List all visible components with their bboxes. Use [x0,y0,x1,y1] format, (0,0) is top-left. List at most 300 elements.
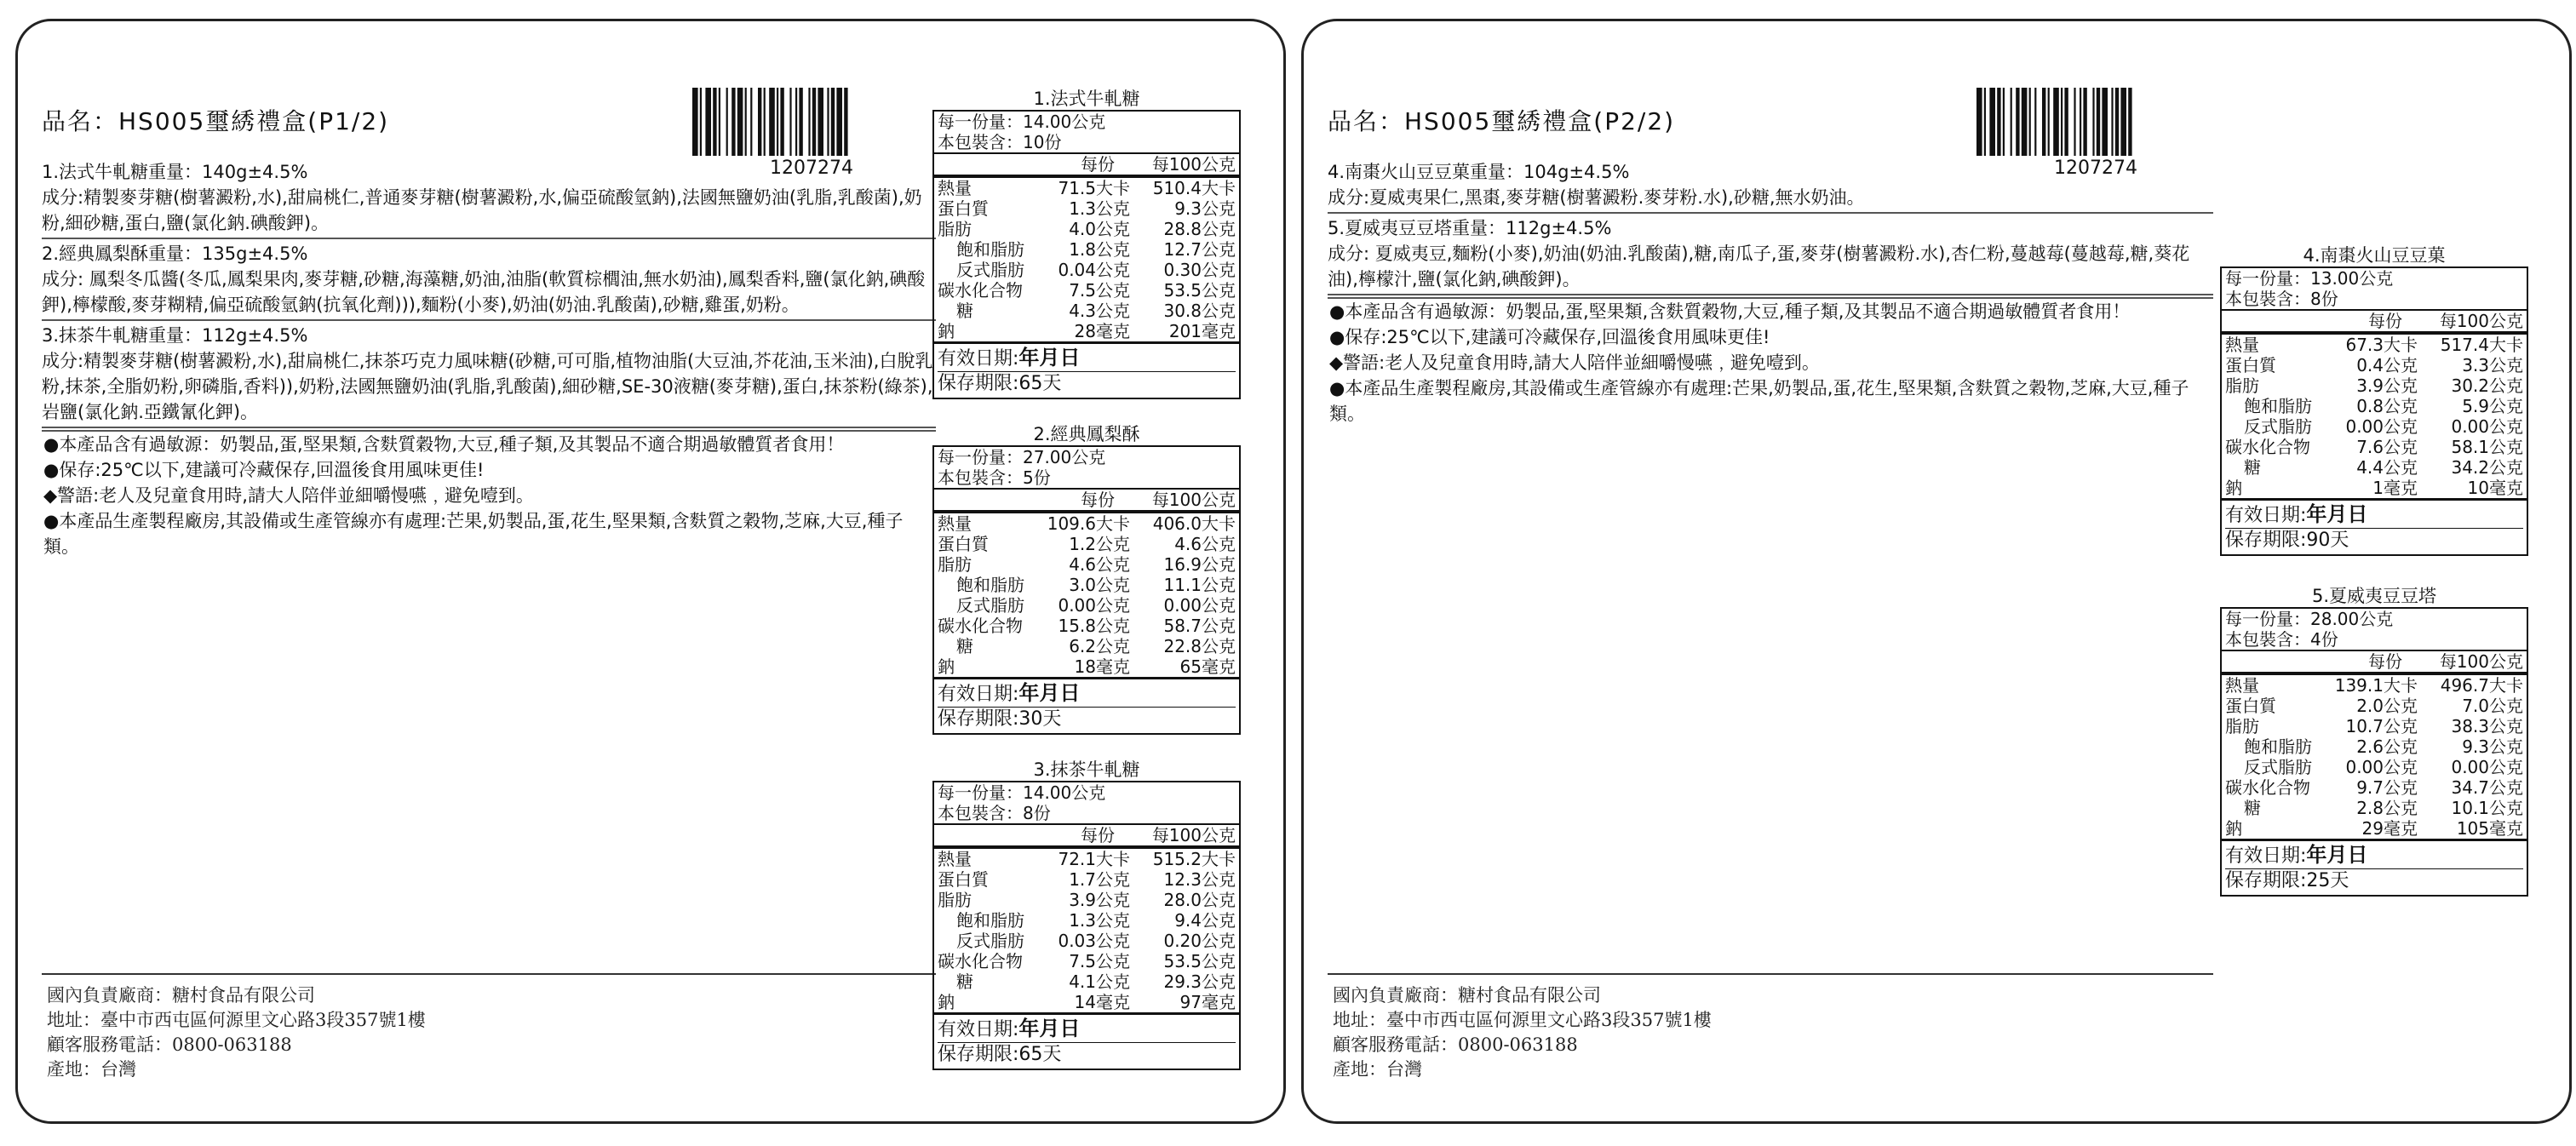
expiry-block [934,1015,1239,1069]
nutrient-row [934,321,1239,343]
barcode-bar [795,88,797,156]
product-title: 2.經典鳳梨酥重量：135g±4.5% [42,244,308,264]
nutrient-per-serving: 7.5公克 [1069,951,1130,971]
servings-per-package: 本包裝含：5份 [934,467,1239,490]
nutrient-per-serving: 15.8公克 [1058,616,1130,636]
shelf-life: 保存期限:30天 [938,707,1236,731]
barcode-bar [2102,88,2108,156]
manufacturer-name: 國內負責廠商：糖村食品有限公司 [1333,985,1601,1006]
barcode-bar [799,88,802,156]
nutrient-per-100g: 10.1公克 [2451,798,2523,818]
nutrient-name: 鈉 [2222,478,2327,500]
nutrient-name: 糖 [956,301,973,321]
barcode-bar [812,88,816,156]
product-name: 品名：HS005璽綉禮盒(P1/2) [42,107,390,135]
shelf-life: 保存期限:25天 [2225,868,2523,893]
nutrient-per-100g: 406.0大卡 [1152,513,1236,534]
nutrient-per-100g: 515.2大卡 [1152,849,1236,869]
nutrient-row [934,239,1239,260]
nutrient-name: 脂肪 [938,890,972,910]
nutrient-per-serving: 4.0公克 [1069,219,1130,239]
barcode-bar [1976,88,1982,156]
product-ingredients: 成分:夏威夷果仁,黑棗,麥芽糖(樹薯澱粉.麥芽粉.水),砂糖,無水奶油。 [1328,187,1865,208]
nutrition-table [932,781,1241,1070]
barcode-bar [2120,88,2126,156]
facility-note: ●本產品生產製程廠房,其設備或生產管線亦有處理:芒果,奶製品,蛋,花生,堅果類,含麩質之穀物,芝麻,大豆,種子類。 [43,511,904,557]
nutrient-per-100g: 38.3公克 [2451,716,2523,736]
nutrient-table [934,511,1239,679]
expiry-value: 年月日 [1018,681,1081,705]
nutrient-row [2222,437,2527,457]
nutrient-per-100g: 12.7公克 [1163,239,1236,260]
nutrient-row [2222,416,2527,437]
barcode-number: 1207274 [770,158,853,179]
header-per-serving: 每份 [1081,154,1115,175]
header-per-100g: 每100公克 [2439,311,2523,331]
nutrient-row [934,280,1239,301]
expiry-label: 有效日期: [938,348,1019,370]
nutrient-per-serving: 139.1大卡 [2334,675,2418,696]
nutrient-per-serving: 72.1大卡 [1058,849,1130,869]
nutrient-per-100g: 517.4大卡 [2440,335,2523,355]
nutrient-row [2222,334,2527,356]
nutrient-per-100g: 58.7公克 [1163,616,1236,636]
nutrient-row [934,890,1239,910]
product-ingredients: 成分:精製麥芽糖(樹薯澱粉,水),甜扁桃仁,抹茶巧克力風味糖(砂糖,可可脂,植物油脂(大豆油,芥花油,玉米油),白脫乳粉,抹茶,全脂奶粉,卵磷脂,香料)),奶粉,法國無鹽奶油(乳脂,乳酸菌),細砂糖,SE-30液糖(麥芽糖),蛋白,抹茶粉(綠茶),岩鹽(氯化鈉.亞鐵氰化鉀)。 [42,351,933,422]
nutrient-row [934,931,1239,951]
barcode-bar [1989,88,1995,156]
serving-size: 每一份量：13.00公克 [2225,268,2394,289]
manufacturer-phone: 顧客服務電話：0800-063188 [47,1034,292,1055]
product-list [1328,159,2213,427]
serving-size: 每一份量：27.00公克 [938,447,1106,467]
nutrient-name: 反式脂肪 [956,595,1024,616]
nutrient-name: 飽和脂肪 [956,575,1024,595]
barcode-bar [2048,88,2050,156]
nutrient-per-serving: 4.6公克 [1069,554,1130,575]
nutrient-per-serving: 67.3大卡 [2345,335,2418,355]
expiry-date [938,346,1236,371]
barcode-bar [2016,88,2019,156]
barcode-bar [827,88,829,156]
nutrient-per-serving: 1.3公克 [1069,198,1130,219]
nutrient-name: 碳水化合物 [2225,437,2310,457]
expiry-value: 年月日 [1018,1017,1081,1040]
nutrient-name: 飽和脂肪 [956,239,1024,260]
nutrient-per-serving: 1.3公克 [1069,910,1130,931]
nutrient-row [934,848,1239,870]
nutrient-per-serving: 1.7公克 [1069,869,1130,890]
product-entry [42,159,936,239]
nutrient-row [934,595,1239,616]
label-card-p2 [1301,19,2572,1124]
nutrient-per-100g: 12.3公克 [1163,869,1236,890]
nutrient-per-serving: 29毫克 [2327,818,2421,840]
nutrient-name: 鈉 [934,321,1040,343]
barcode-bar [2080,88,2081,156]
allergen-note: ●本產品含有過敏源：奶製品,蛋,堅果類,含麩質穀物,大豆,種子類,及其製品不適合期過敏體質者食用！ [43,434,845,455]
nutrient-per-100g: 28.8公克 [1163,219,1236,239]
product-list [42,159,936,559]
header-per-serving: 每份 [2368,651,2402,672]
nutrient-per-100g: 4.6公克 [1174,534,1236,554]
nutrient-row [934,198,1239,219]
nutrient-name: 熱量 [2225,335,2259,355]
warning-note: ◆警語:老人及兒童食用時,請大人陪伴並細嚼慢嚥﹐避免噎到。 [43,485,534,506]
product-ingredients: 成分: 鳳梨冬瓜醬(冬瓜,鳳梨果肉,麥芽糖,砂糖,海藻糖,奶油,油脂(軟質棕櫚油,無水奶油),鳳梨香料,鹽(氯化鈉,碘酸鉀),檸檬酸,麥芽糊精,偏亞硫酸氫鈉(抗氧化劑))),麵粉(小麥),奶油(奶油.乳酸菌),砂糖,雞蛋,奶粉。 [42,269,926,315]
nutrient-per-serving: 0.03公克 [1058,931,1130,951]
nutrient-per-serving: 6.2公克 [1069,636,1130,656]
nutrient-row [934,869,1239,890]
nutrient-name: 反式脂肪 [2244,757,2312,777]
serving-size: 每一份量：28.00公克 [2225,609,2394,629]
nutrient-name: 飽和脂肪 [956,910,1024,931]
servings-per-package: 本包裝含：8份 [934,803,1239,825]
nutrient-per-100g: 9.3公克 [1174,198,1236,219]
nutrient-per-100g: 53.5公克 [1163,280,1236,301]
nutrient-per-100g: 34.2公克 [2451,457,2523,478]
barcode-bar [750,88,752,156]
product-title: 5.夏威夷豆豆塔重量：112g±4.5% [1328,218,1612,238]
label-card-p1 [15,19,1286,1124]
barcode-bar [2029,88,2031,156]
nutrient-name: 脂肪 [2225,716,2259,736]
manufacturer-origin: 產地：台灣 [1333,1059,1422,1080]
nutrient-per-serving: 0.00公克 [2345,416,2418,437]
nutrition-title: 5.夏威夷豆豆塔 [2311,586,2437,606]
nutrient-name: 碳水化合物 [938,616,1023,636]
barcode-bar [2003,88,2005,156]
nutrient-per-serving: 7.5公克 [1069,280,1130,301]
manufacturer-phone: 顧客服務電話：0800-063188 [1333,1034,1578,1055]
nutrient-per-serving: 0.00公克 [1058,595,1130,616]
expiry-date [2225,843,2523,868]
serving-size: 每一份量：14.00公克 [938,112,1106,132]
nutrient-row [2222,716,2527,736]
nutrient-per-100g: 9.4公克 [1174,910,1236,931]
nutrient-per-100g: 30.8公克 [1163,301,1236,321]
nutrient-row [934,260,1239,280]
divider [42,973,936,975]
product-name: 品名：HS005璽綉禮盒(P2/2) [1328,107,1676,135]
nutrient-per-serving: 0.4公克 [2356,355,2418,375]
nutrient-per-100g: 0.00公克 [2451,757,2523,777]
nutrient-row [934,575,1239,595]
nutrient-name: 熱量 [938,513,972,534]
nutrient-row [2222,375,2527,396]
servings-per-package: 本包裝含：10份 [934,132,1239,154]
nutrient-per-100g: 0.30公克 [1163,260,1236,280]
expiry-block [2222,841,2527,895]
nutrient-name: 反式脂肪 [2244,416,2312,437]
nutrient-row [934,636,1239,656]
nutrient-name: 糖 [956,971,973,992]
nutrient-per-serving: 2.6公克 [2356,736,2418,757]
barcode-bar [705,88,711,156]
nutrient-per-serving: 71.5大卡 [1058,178,1130,198]
nutrition-table [2220,607,2528,897]
manufacturer-info [47,983,426,1082]
nutrient-per-serving: 0.8公克 [2356,396,2418,416]
nutrition-panel [932,759,1241,1070]
nutrient-per-serving: 2.8公克 [2356,798,2418,818]
barcode-bar [2053,88,2059,156]
nutrient-name: 蛋白質 [938,869,989,890]
nutrient-per-serving: 0.00公克 [2345,757,2418,777]
nutrient-name: 蛋白質 [2225,355,2276,375]
nutrient-per-100g: 11.1公克 [1163,575,1236,595]
nutrient-per-100g: 16.9公克 [1163,554,1236,575]
nutrient-per-serving: 14毫克 [1040,992,1133,1014]
column-headers [2222,651,2527,673]
nutrient-row [934,513,1239,535]
nutrition-table [932,110,1241,399]
nutrient-per-100g: 0.00公克 [2451,416,2523,437]
nutrient-per-100g: 58.1公克 [2451,437,2523,457]
nutrient-row [2222,478,2527,500]
barcode-bar [2064,88,2068,156]
barcode-bar [2011,88,2012,156]
expiry-block [934,679,1239,733]
nutrient-name: 鈉 [2222,818,2327,840]
nutrition-title: 3.抹茶牛軋糖 [1033,759,1140,780]
nutrient-table [934,846,1239,1015]
nutrient-name: 蛋白質 [938,198,989,219]
nutrient-row [934,177,1239,199]
header-per-100g: 每100公克 [1151,825,1236,845]
nutrient-per-serving: 2.0公克 [2356,696,2418,716]
nutrient-per-serving: 1毫克 [2327,478,2421,500]
nutrient-per-100g: 0.00公克 [1163,595,1236,616]
nutrient-row [934,992,1239,1014]
shelf-life: 保存期限:90天 [2225,528,2523,553]
nutrient-per-100g: 510.4大卡 [1152,178,1236,198]
nutrient-per-serving: 4.1公克 [1069,971,1130,992]
product-title: 3.抹茶牛軋糖重量：112g±4.5% [42,325,308,346]
nutrient-row [2222,355,2527,375]
nutrient-per-100g: 201毫克 [1133,321,1239,343]
expiry-value: 年月日 [1018,346,1081,370]
nutrient-name: 飽和脂肪 [2244,396,2312,416]
nutrient-per-serving: 3.9公克 [1069,890,1130,910]
nutrient-row [934,554,1239,575]
serving-size: 每一份量：14.00公克 [938,782,1106,803]
nutrient-per-100g: 496.7大卡 [2440,675,2523,696]
expiry-block [2222,501,2527,554]
nutrient-per-serving: 0.04公克 [1058,260,1130,280]
barcode-bar [2034,88,2036,156]
header-per-serving: 每份 [2368,311,2402,331]
nutrient-per-100g: 30.2公克 [2451,375,2523,396]
nutrient-name: 碳水化合物 [2225,777,2310,798]
warning-note: ◆警語:老人及兒童食用時,請大人陪伴並細嚼慢嚥﹐避免噎到。 [1329,352,1820,373]
nutrient-row [934,616,1239,636]
barcode-bar [758,88,761,156]
nutrient-row [934,951,1239,971]
nutrient-per-serving: 4.3公克 [1069,301,1130,321]
barcode-bar [836,88,842,156]
column-headers [934,490,1239,511]
nutrient-per-serving: 7.6公克 [2356,437,2418,457]
nutrient-per-serving: 1.2公克 [1069,534,1130,554]
nutrient-per-100g: 7.0公克 [2462,696,2523,716]
expiry-label: 有效日期: [938,684,1019,705]
column-headers [934,825,1239,846]
column-headers [934,154,1239,175]
barcode-bar [1997,88,2000,156]
barcode-bar [780,88,783,156]
barcode-bar [692,88,698,156]
nutrient-per-serving: 18毫克 [1040,656,1133,679]
barcode-bar [769,88,775,156]
nutrient-per-serving: 10.7公克 [2345,716,2418,736]
nutrient-name: 鈉 [934,992,1040,1014]
nutrient-name: 糖 [2244,798,2261,818]
expiry-label: 有效日期: [2225,845,2307,867]
nutrient-row [2222,798,2527,818]
nutrient-per-serving: 3.0公克 [1069,575,1130,595]
expiry-label: 有效日期: [938,1019,1019,1040]
nutrient-per-serving: 109.6大卡 [1047,513,1130,534]
nutrition-title: 4.南棗火山豆豆菓 [2303,245,2446,266]
barcode-bar [844,88,847,156]
expiry-value: 年月日 [2306,843,2368,867]
notes [1328,297,2213,427]
nutrient-per-100g: 3.3公克 [2462,355,2523,375]
expiry-date [938,681,1236,707]
nutrient-per-serving: 4.4公克 [2356,457,2418,478]
column-headers [2222,311,2527,332]
manufacturer-address: 地址：臺中市西屯區何源里文心路3段357號1樓 [47,1010,426,1030]
barcode-bar [2042,88,2045,156]
nutrient-per-serving: 3.9公克 [2356,375,2418,396]
nutrient-row [2222,757,2527,777]
nutrient-name: 飽和脂肪 [2244,736,2312,757]
barcode-bar [2074,88,2075,156]
expiry-date [2225,502,2523,528]
nutrient-per-100g: 29.3公克 [1163,971,1236,992]
nutrient-row [934,301,1239,321]
header-per-100g: 每100公克 [1151,154,1236,175]
nutrient-per-100g: 9.3公克 [2462,736,2523,757]
storage-note: ●保存:25℃以下,建議可冷藏保存,回溫後食用風味更佳! [1329,327,1770,347]
nutrient-per-100g: 10毫克 [2421,478,2527,500]
barcode-bars [1976,88,2215,156]
nutrient-table [2222,673,2527,841]
nutrition-panel [2220,244,2528,556]
nutrient-name: 蛋白質 [938,534,989,554]
facility-note: ●本產品生產製程廠房,其設備或生產管線亦有處理:芒果,奶製品,蛋,花生,堅果類,含麩質之穀物,芝麻,大豆,種子類。 [1329,378,2189,424]
barcode-bar [2115,88,2119,156]
barcode-bar [713,88,716,156]
barcode-bar [2128,88,2131,156]
nutrient-table [2222,332,2527,501]
nutrition-panel [932,423,1241,735]
nutrient-name: 碳水化合物 [938,951,1023,971]
nutrient-per-100g: 53.5公克 [1163,951,1236,971]
nutrient-per-100g: 5.9公克 [2462,396,2523,416]
barcode-bar [726,88,728,156]
nutrient-row [934,971,1239,992]
barcode-bar [700,88,702,156]
expiry-label: 有效日期: [2225,505,2307,526]
nutrient-name: 脂肪 [938,219,972,239]
allergen-note: ●本產品含有過敏源：奶製品,蛋,堅果類,含麩質穀物,大豆,種子類,及其製品不適合期過敏體質者食用！ [1329,301,2131,322]
nutrient-per-100g: 97毫克 [1133,992,1239,1014]
nutrition-table [2220,266,2528,556]
nutrient-per-100g: 65毫克 [1133,656,1239,679]
expiry-value: 年月日 [2306,502,2368,526]
barcode-bar [818,88,823,156]
notes [42,430,936,559]
manufacturer-address: 地址：臺中市西屯區何源里文心路3段357號1樓 [1333,1010,1712,1030]
expiry-date [938,1017,1236,1042]
barcode-number: 1207274 [2054,158,2137,179]
manufacturer-origin: 產地：台灣 [47,1059,136,1080]
nutrient-name: 碳水化合物 [938,280,1023,301]
nutrient-name: 反式脂肪 [956,931,1024,951]
nutrient-name: 蛋白質 [2225,696,2276,716]
product-title: 4.南棗火山豆豆菓重量：104g±4.5% [1328,162,1630,182]
nutrient-row [2222,457,2527,478]
manufacturer-info [1333,983,1712,1082]
nutrient-per-serving: 9.7公克 [2356,777,2418,798]
barcode-bar [764,88,766,156]
barcode-bar [831,88,835,156]
nutrition-table [932,445,1241,735]
barcode-bar [789,88,791,156]
manufacturer-name: 國內負責廠商：糖村食品有限公司 [47,985,315,1006]
nutrient-per-100g: 34.7公克 [2451,777,2523,798]
nutrient-row [2222,396,2527,416]
product-entry [42,241,936,321]
nutrient-row [934,219,1239,239]
nutrient-row [2222,818,2527,840]
nutrition-panel [2220,585,2528,897]
barcode-bar [719,88,720,156]
barcode-bars [692,88,931,156]
nutrient-row [2222,674,2527,696]
shelf-life: 保存期限:65天 [938,1042,1236,1067]
barcode-bar [2061,88,2063,156]
nutrient-name: 糖 [2244,457,2261,478]
nutrient-per-100g: 28.0公克 [1163,890,1236,910]
barcode-bar [2083,88,2086,156]
nutrient-table [934,175,1239,344]
barcode-bar [2022,88,2028,156]
nutrient-name: 反式脂肪 [956,260,1024,280]
nutrient-name: 熱量 [938,849,972,869]
nutrient-row [934,534,1239,554]
product-entry [1328,159,2213,214]
header-per-serving: 每份 [1081,490,1115,510]
nutrient-per-serving: 28毫克 [1040,321,1133,343]
expiry-block [934,344,1239,398]
header-per-serving: 每份 [1081,825,1115,845]
barcode-bar [2092,88,2094,156]
nutrient-name: 脂肪 [938,554,972,575]
product-ingredients: 成分:精製麥芽糖(樹薯澱粉,水),甜扁桃仁,普通麥芽糖(樹薯澱粉,水,偏亞硫酸氫鈉),法國無鹽奶油(乳脂,乳酸菌),奶粉,細砂糖,蛋白,鹽(氯化鈉.碘酸鉀)。 [42,187,922,233]
nutrient-row [934,656,1239,679]
nutrient-row [2222,736,2527,757]
barcode-bar [777,88,778,156]
barcode-bar [2111,88,2113,156]
nutrient-name: 糖 [956,636,973,656]
nutrient-row [2222,696,2527,716]
nutrition-title: 1.法式牛軋糖 [1033,89,1140,109]
nutrition-title: 2.經典鳳梨酥 [1033,424,1140,444]
servings-per-package: 本包裝含：8份 [2222,289,2527,311]
